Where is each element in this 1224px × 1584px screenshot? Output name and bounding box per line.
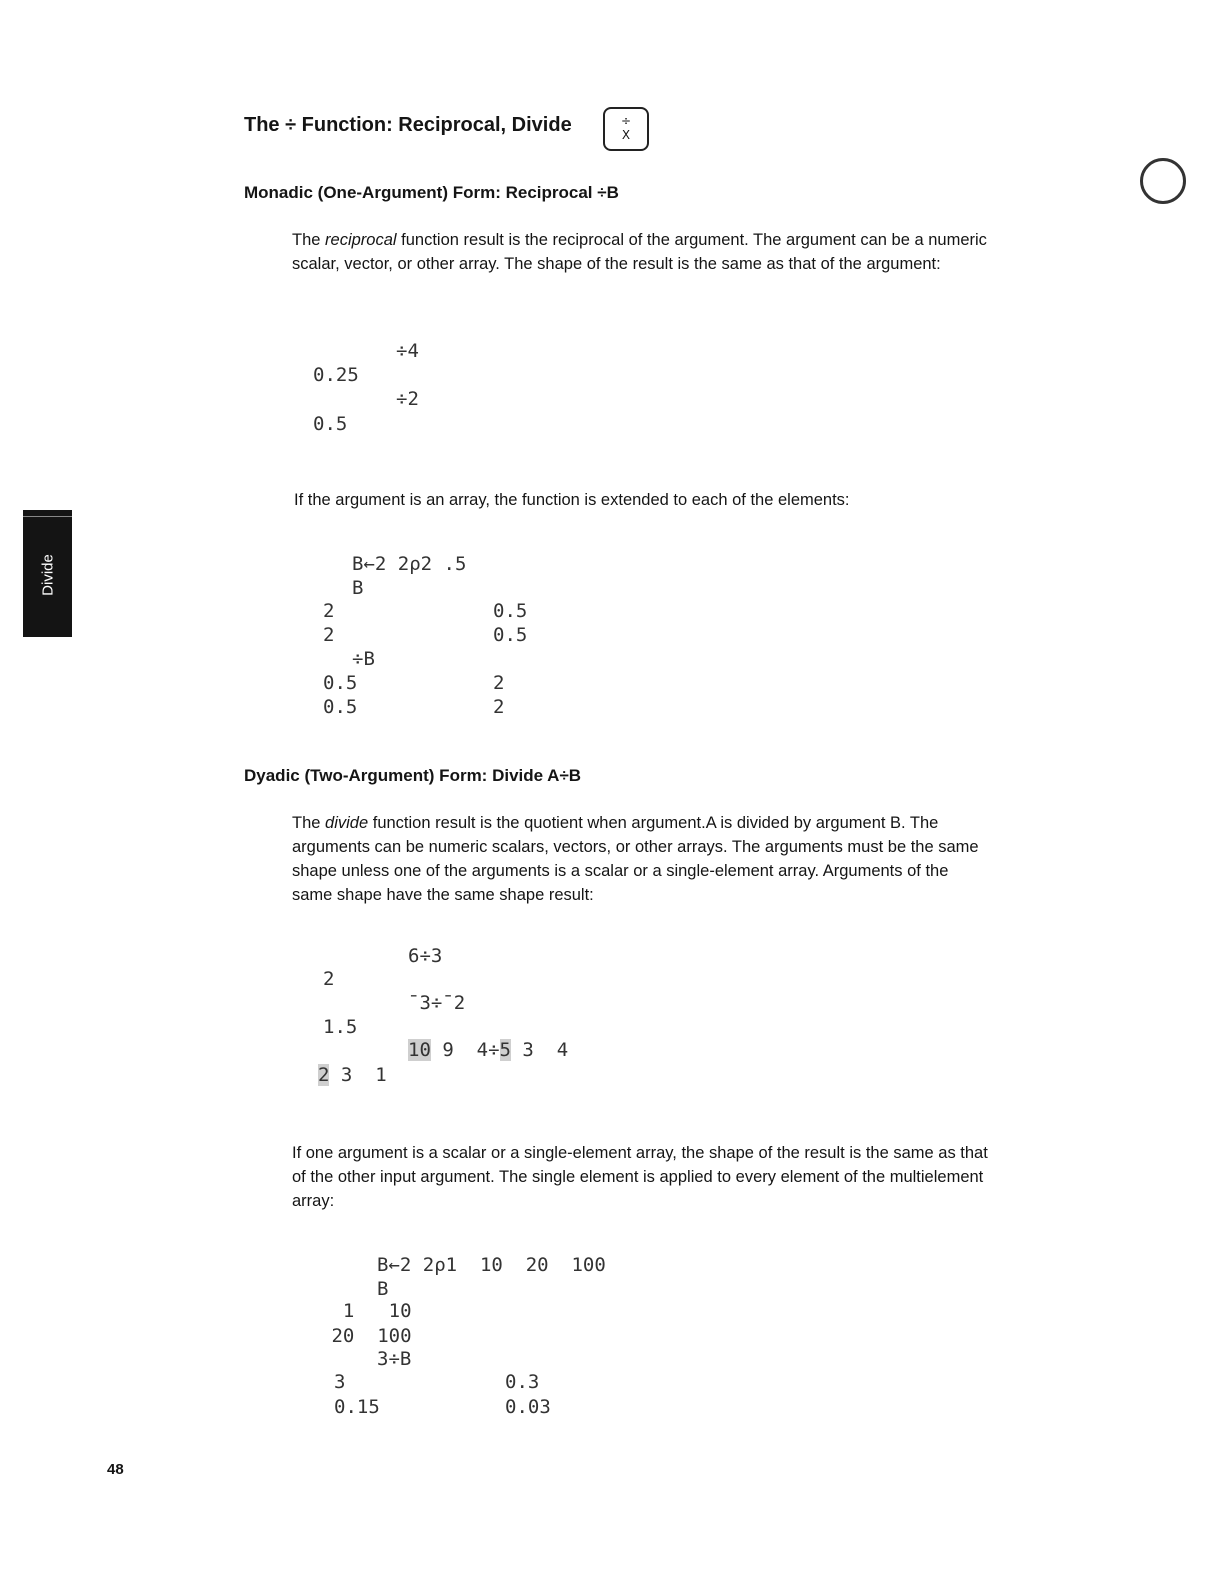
code-output: 20 100 — [320, 1325, 412, 1347]
divide-key-icon — [603, 107, 649, 151]
text: 3 1 — [329, 1064, 387, 1086]
code-output: 0.25 — [313, 364, 359, 386]
italic-term: divide — [325, 814, 369, 832]
code-output: 0.5 — [493, 600, 528, 622]
code-line: B — [352, 577, 364, 599]
code-output: 0.3 — [505, 1371, 540, 1393]
text: function result is the reciprocal of the argument. The argument can be a numeric scalar, vector, or other array. The shape of the result is the same as that of the argument: — [292, 231, 987, 273]
binder-hole-icon — [1140, 158, 1186, 204]
code-output: 2 — [323, 968, 335, 990]
code-output: 0.5 — [493, 624, 528, 646]
code-output: 0.03 — [505, 1396, 551, 1418]
text: function result is the quotient when argument.A is divided by argument B. The arguments can be numeric scalars, vectors, or other arrays. The arguments must be the same shape unless one of the arguments is a scalar or a single-element array. Arguments of the same shape have the same shape result: — [292, 814, 979, 904]
dyadic-paragraph-2: If one argument is a scalar or a single-element array, the shape of the result is the same as that of the other input argument. The single element is applied to every element of the multielement array: — [292, 1144, 988, 1210]
code-output: 0.5 — [323, 672, 358, 694]
monadic-paragraph-2: If the argument is an array, the function is extended to each of the elements: — [294, 491, 850, 509]
monadic-heading: Monadic (One-Argument) Form: Reciprocal ÷B — [244, 183, 619, 202]
section-tab-label: Divide — [39, 554, 56, 596]
code-output: 3 — [334, 1371, 346, 1393]
code-output: 1 10 — [320, 1300, 412, 1322]
text: The — [292, 814, 326, 832]
code-output: 0.5 — [323, 696, 358, 718]
code-output: 2 — [323, 600, 335, 622]
code-line: 6÷3 — [408, 945, 443, 967]
code-line: ÷4 — [396, 340, 419, 362]
text: 9 4÷ — [430, 1039, 500, 1061]
code-line: ÷B — [352, 648, 375, 670]
dyadic-heading: Dyadic (Two-Argument) Form: Divide A÷B — [244, 766, 582, 785]
code-line — [408, 1039, 568, 1061]
text: 3 4 — [510, 1039, 569, 1061]
highlight: 10 — [408, 1039, 431, 1061]
code-output: 0.15 — [334, 1396, 380, 1418]
page-number: 48 — [107, 1461, 124, 1478]
code-line: B — [377, 1278, 389, 1300]
keycap-top: ÷ — [620, 114, 632, 128]
dyadic-paragraph-1 — [292, 811, 992, 907]
italic-term: reciprocal — [325, 231, 397, 249]
code-output: 1.5 — [323, 1016, 358, 1038]
code-output: 0.5 — [313, 413, 348, 435]
code-line: ÷2 — [396, 388, 419, 410]
code-output: 2 — [493, 672, 505, 694]
text: The — [292, 231, 326, 249]
code-output: 2 — [493, 696, 505, 718]
code-line: 3÷B — [377, 1348, 412, 1370]
code-line: B←2 2ρ2 .5 — [352, 553, 467, 575]
monadic-paragraph-1 — [292, 228, 992, 276]
section-tab — [23, 510, 72, 637]
page-title: The ÷ Function: Reciprocal, Divide — [244, 114, 572, 136]
highlight: 5 — [499, 1039, 511, 1061]
code-output — [318, 1064, 387, 1086]
code-line: ¯3÷¯2 — [408, 992, 466, 1014]
code-line: B←2 2ρ1 10 20 100 — [377, 1254, 606, 1276]
highlight: 2 — [318, 1064, 330, 1086]
code-output: 2 — [323, 624, 335, 646]
keycap-bottom: X — [621, 128, 631, 142]
